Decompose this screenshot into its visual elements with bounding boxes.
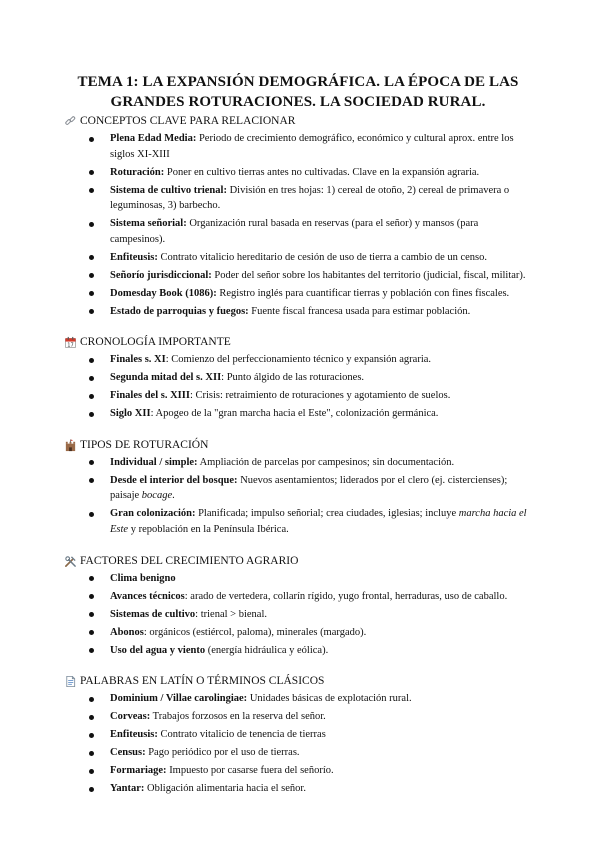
tools-icon [64, 555, 77, 568]
item-description: Poner en cultivo tierras antes no cultivadas. Clave en la expansión agraria. [164, 166, 480, 178]
title-line-2: GRANDES ROTURACIONES. LA SOCIEDAD RURAL. [110, 94, 486, 110]
section-heading-text: FACTORES DEL CRECIMIENTO AGRARIO [80, 554, 299, 567]
section-conceptos [68, 114, 528, 319]
list-item [68, 370, 528, 386]
item-term: Desde el interior del bosque: [110, 474, 238, 486]
item-term: Uso del agua y viento [110, 644, 206, 656]
list-item [68, 183, 528, 214]
item-term: Roturación: [110, 166, 165, 178]
item-term: Sistema de cultivo trienal: [110, 184, 227, 196]
list-item [68, 165, 528, 181]
item-description: Organización rural basada en reservas (para el señor) y mansos (para campesinos). [110, 218, 479, 245]
item-description: : Comienzo del perfeccionamiento técnico y expansión agraria. [165, 354, 432, 366]
item-term: Finales s. XI [110, 354, 166, 366]
list-item [68, 589, 528, 605]
list-item [68, 727, 528, 743]
chronology-list [68, 352, 528, 422]
list-item [68, 607, 528, 623]
svg-text:17: 17 [67, 342, 74, 349]
section-heading [68, 114, 528, 129]
list-item [68, 304, 528, 320]
item-term: Enfiteusis: [110, 251, 158, 263]
list-item [68, 286, 528, 302]
list-item [68, 131, 528, 162]
item-term: Sistema señorial: [110, 218, 187, 230]
list-item [68, 388, 528, 404]
list-item [68, 763, 528, 779]
item-description: Impuesto por casarse fuera del señorío. [166, 765, 334, 777]
item-term: Señorío jurisdiccional: [110, 269, 212, 281]
page-title [68, 0, 528, 112]
item-description: : orgánicos (estiércol, paloma), minerales (margado). [143, 626, 367, 638]
item-term: Census: [110, 747, 146, 759]
item-term: Formariage: [110, 765, 167, 777]
item-term: Individual / simple: [110, 456, 198, 468]
item-description: Periodo de crecimiento demográfico, económico y cultural aprox. entre los siglos XI-XIII [110, 133, 514, 160]
item-description: Obligación alimentaria hacia el señor. [144, 783, 306, 795]
section-cronologia [68, 335, 528, 422]
item-description: División en tres hojas: 1) cereal de otoño, 2) cereal de primavera o leguminosas, 3) barbecho. [110, 184, 510, 212]
item-term: Clima benigno [110, 572, 176, 584]
item-description: Registro inglés para cuantificar tierras y población con fines fiscales. [216, 287, 510, 299]
item-description: : trienal > bienal. [195, 608, 267, 620]
roturation-types-list [68, 455, 528, 538]
section-heading-text: TIPOS DE ROTURACIÓN [80, 438, 209, 451]
item-description: Nuevos asentamientos; liderados por el clero (ej. cistercienses); paisaje [110, 474, 508, 502]
list-item [68, 268, 528, 284]
list-item [68, 709, 528, 725]
section-heading-text: CRONOLOGÍA IMPORTANTE [80, 336, 231, 349]
section-heading-text: PALABRAS EN LATÍN O TÉRMINOS CLÁSICOS [80, 675, 325, 688]
document-icon [64, 675, 77, 688]
title-line-1: TEMA 1: LA EXPANSIÓN DEMOGRÁFICA. LA ÉPOCA DE LAS [77, 74, 519, 90]
item-description: Poder del señor sobre los habitantes del territorio (judicial, fiscal, militar). [211, 269, 526, 281]
item-term: Segunda mitad del s. XII [110, 372, 222, 384]
list-item [68, 406, 528, 422]
item-term: Corveas: [110, 711, 151, 723]
item-description: Planificada; impulso señorial; crea ciudades, iglesias; incluye [195, 508, 459, 520]
item-term: Finales del s. XIII [110, 390, 190, 402]
item-description: : Punto álgido de las roturaciones. [221, 372, 365, 384]
factors-list [68, 571, 528, 659]
item-description: (energía hidráulica y eólica). [205, 644, 329, 656]
latin-terms-list [68, 691, 528, 797]
item-term: Dominium / Villae carolingiae: [110, 693, 248, 705]
section-heading [68, 674, 528, 689]
item-description: Ampliación de parcelas por campesinos; sin documentación. [197, 456, 455, 468]
item-description: Trabajos forzosos en la reserva del señor. [150, 711, 326, 723]
item-term: Siglo XII [110, 408, 151, 420]
list-item [68, 455, 528, 471]
section-heading [68, 438, 528, 453]
list-item [68, 250, 528, 266]
section-factores [68, 554, 528, 659]
item-tail: . [172, 490, 175, 502]
list-item [68, 571, 528, 587]
item-italic: bocage [141, 490, 173, 502]
item-description: : arado de vertedera, collarín rígido, yugo frontal, herraduras, uso de caballo. [184, 590, 508, 602]
section-latin [68, 674, 528, 797]
list-item [68, 643, 528, 659]
list-item [68, 473, 528, 504]
list-item [68, 781, 528, 797]
item-description: Contrato vitalicio de tenencia de tierras [157, 729, 326, 741]
section-heading [68, 335, 528, 350]
item-description: Fuente fiscal francesa usada para estimar población. [248, 305, 471, 317]
calendar-icon [64, 336, 77, 349]
list-item [68, 216, 528, 247]
item-term: Gran colonización: [110, 508, 196, 520]
item-description: Contrato vitalicio hereditario de cesión de uso de tierra a cambio de un censo. [157, 251, 488, 263]
section-heading [68, 554, 528, 569]
link-icon [64, 115, 77, 128]
item-italic: marcha hacia el Este [110, 508, 527, 535]
item-term: Yantar: [110, 783, 145, 795]
item-description: : Crisis: retraimiento de roturaciones y agotamiento de suelos. [189, 390, 451, 402]
item-term: Avances técnicos [110, 590, 185, 602]
section-tipos [68, 438, 528, 538]
castle-icon [64, 439, 77, 452]
item-term: Enfiteusis: [110, 729, 158, 741]
list-item [68, 352, 528, 368]
section-heading-text: CONCEPTOS CLAVE PARA RELACIONAR [80, 115, 296, 127]
item-tail: y repoblación en la Península Ibérica. [128, 523, 289, 535]
list-item [68, 506, 528, 537]
item-term: Estado de parroquias y fuegos: [110, 305, 249, 317]
list-item [68, 745, 528, 761]
item-description: : Apogeo de la "gran marcha hacia el Este", colonización germánica. [150, 408, 439, 420]
list-item [68, 691, 528, 707]
item-term: Sistemas de cultivo [110, 608, 196, 620]
item-description: Pago periódico por el uso de tierras. [145, 747, 300, 759]
list-item [68, 625, 528, 641]
item-term: Domesday Book (1086): [110, 287, 217, 299]
concept-list [68, 131, 528, 319]
item-term: Abonos [110, 626, 144, 638]
item-description: Unidades básicas de explotación rural. [247, 693, 412, 705]
item-term: Plena Edad Media: [110, 133, 197, 144]
